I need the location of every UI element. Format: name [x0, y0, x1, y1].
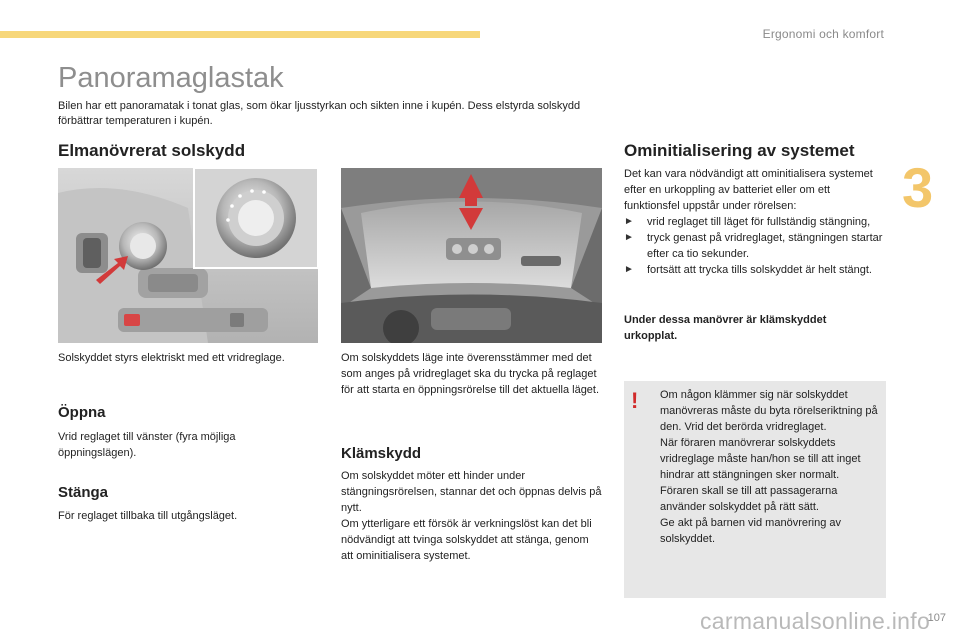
step-text: vrid reglaget till läget för fullständig stängning,: [647, 216, 871, 228]
heading-electric-sunblind: Elmanövrerat solskydd: [58, 141, 246, 160]
text-position-mismatch: Om solskyddets läge inte överensstämmer med det som anges på vridreglaget ska du trycka på reglaget för att starta en öppningsrörelse till det aktuella läget.: [341, 352, 600, 396]
step-text: tryck genast på vridreglaget, stängningen startar efter ca tio sekunder.: [647, 232, 883, 260]
text-open: Vrid reglaget till vänster (fyra möjliga öppningslägen).: [58, 431, 236, 459]
watermark: carmanualsonline.info: [700, 608, 931, 634]
text-pinch-protection: Om solskyddet möter ett hinder under stängningsrörelsen, stannar det och öppnas delvis på nytt. Om ytterligare ett försök är verkningslöst kan det bli nödvändigt att tvinga solskyddet att stänga, genom att ominitialisera systemet.: [341, 470, 602, 562]
heading-pinch-protection: Klämskydd: [341, 445, 422, 462]
reinit-steps-list: [624, 214, 886, 278]
text-close: För reglaget tillbaka till utgångsläget.: [58, 510, 238, 522]
list-item: [624, 262, 886, 278]
warning-text: Om någon klämmer sig när solskyddet manövreras måste du byta rörelseriktning på den. Vrid det berörda vridreglaget. När föraren manövrerar solskyddets vridreglage måste han/hon se till att inget hindrar att stängningen sker normalt. Föraren skall se till att passagerarna använder solskyddet på rätt sätt. Ge akt på barnen vid manövrering av solskyddet.: [660, 389, 878, 545]
step-text: fortsätt att trycka tills solskyddet är helt stängt.: [647, 264, 872, 276]
caption-rotary: Solskyddet styrs elektriskt med ett vridreglage.: [58, 352, 285, 364]
header-accent-bar: [0, 31, 480, 38]
page-number: 107: [927, 612, 946, 624]
list-item: [624, 214, 886, 230]
photo-rotary-control: [58, 168, 318, 343]
text-reinit-intro: Det kan vara nödvändigt att ominitialisera systemet efter en urkoppling av batteriet eller om ett funktionsfel uppstår under rörelsen:: [624, 168, 873, 212]
page-title: Panoramaglastak: [58, 62, 284, 94]
heading-reinitialisation: Ominitialisering av systemet: [624, 141, 855, 160]
list-item: [624, 230, 886, 262]
heading-close: Stänga: [58, 484, 109, 501]
section-title: Ergonomi och komfort: [762, 27, 884, 41]
photo-panoramic-roof: [341, 168, 602, 343]
rotary-control-illustration: [58, 168, 318, 343]
warning-icon: !: [631, 388, 639, 413]
bullet-marker-icon: ►: [624, 264, 634, 275]
heading-open: Öppna: [58, 404, 106, 421]
bullet-marker-icon: ►: [624, 232, 634, 243]
panoramic-roof-illustration: [341, 168, 602, 343]
text-pinch-disabled-note: Under dessa manövrer är klämskyddet urkopplat.: [624, 314, 827, 342]
bullet-marker-icon: ►: [624, 216, 634, 227]
intro-text: Bilen har ett panoramatak i tonat glas, som ökar ljusstyrkan och sikten inne i kupén. Dess elstyrda solskydd förbättrar temperaturen i kupén.: [58, 100, 581, 127]
chapter-number: 3: [902, 156, 934, 219]
